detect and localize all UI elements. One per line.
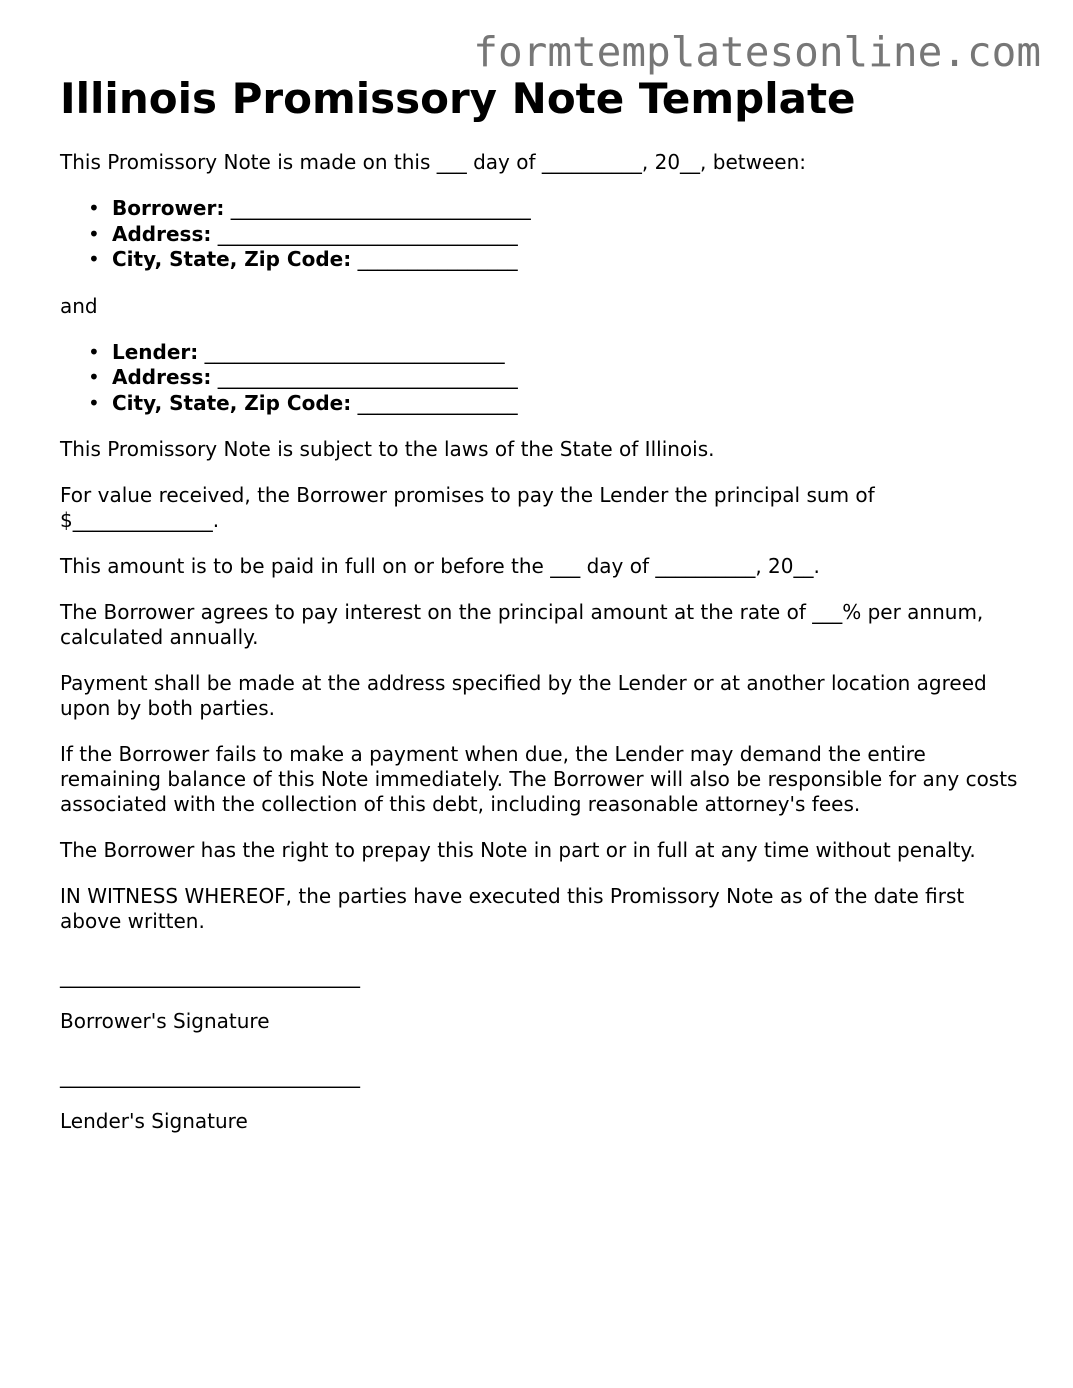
default-paragraph: If the Borrower fails to make a payment when due, the Lender may demand the entire remaining balance of this Note immediately. The Borrower will also be responsible for any costs associated with the collection of this debt, including reasonable attorney's fees. (60, 742, 1018, 817)
field-label: City, State, Zip Code: (112, 247, 352, 272)
interest-paragraph: The Borrower agrees to pay interest on the principal amount at the rate of ___% per annum, calculated annually. (60, 600, 984, 650)
bullet-icon: • (88, 390, 100, 415)
bullet-icon: • (88, 221, 100, 246)
lender-signature-label: Lender's Signature (60, 1109, 248, 1134)
document-body (60, 74, 1030, 1159)
page-title: Illinois Promissory Note Template (60, 74, 856, 123)
blank-line: ______________________________ (217, 221, 518, 246)
conjunction-text: and (60, 293, 98, 318)
due-date-paragraph: This amount is to be paid in full on or before the ___ day of __________, 20__. (60, 554, 820, 579)
payment-location-paragraph: Payment shall be made at the address specified by the Lender or at another location agreed upon by both parties. (60, 671, 987, 721)
field-label: Lender: (112, 339, 199, 364)
blank-line: ________________ (357, 247, 518, 272)
field-label: City, State, Zip Code: (112, 390, 352, 415)
blank-line: ______________________________ (230, 196, 531, 221)
field-label: Address: (112, 365, 212, 390)
lender-fields-list (60, 340, 1030, 417)
bullet-icon: • (88, 196, 100, 221)
list-item-lender-address (88, 365, 1030, 391)
list-item-lender (88, 339, 1030, 366)
bullet-icon: • (88, 365, 100, 390)
witness-paragraph: IN WITNESS WHEREOF, the parties have executed this Promissory Note as of the date first above written. (60, 884, 965, 934)
borrower-signature-label: Borrower's Signature (60, 1009, 270, 1034)
principal-paragraph: For value received, the Borrower promises to pay the Lender the principal sum of $______________. (60, 483, 875, 533)
governing-law-paragraph: This Promissory Note is subject to the laws of the State of Illinois. (60, 437, 715, 462)
list-item-lender-city (88, 390, 1030, 417)
borrower-fields-list (60, 196, 1030, 273)
blank-line: ________________ (357, 390, 518, 415)
bullet-icon: • (88, 247, 100, 272)
blank-line: ______________________________ (217, 365, 518, 390)
blank-line: ______________________________ (204, 339, 505, 364)
intro-paragraph: This Promissory Note is made on this ___ day of __________, 20__, between: (60, 150, 806, 175)
lender-signature-line: ______________________________ (60, 1064, 360, 1089)
bullet-icon: • (88, 339, 100, 364)
field-label: Address: (112, 221, 212, 246)
borrower-signature-line: ______________________________ (60, 964, 360, 989)
list-item-borrower-city (88, 247, 1030, 273)
prepayment-paragraph: The Borrower has the right to prepay this Note in part or in full at any time without penalty. (60, 838, 976, 863)
list-item-borrower (88, 196, 1030, 222)
field-label: Borrower: (112, 196, 225, 221)
list-item-borrower-address (88, 221, 1030, 248)
watermark: formtemplatesonline.com (473, 28, 1041, 76)
